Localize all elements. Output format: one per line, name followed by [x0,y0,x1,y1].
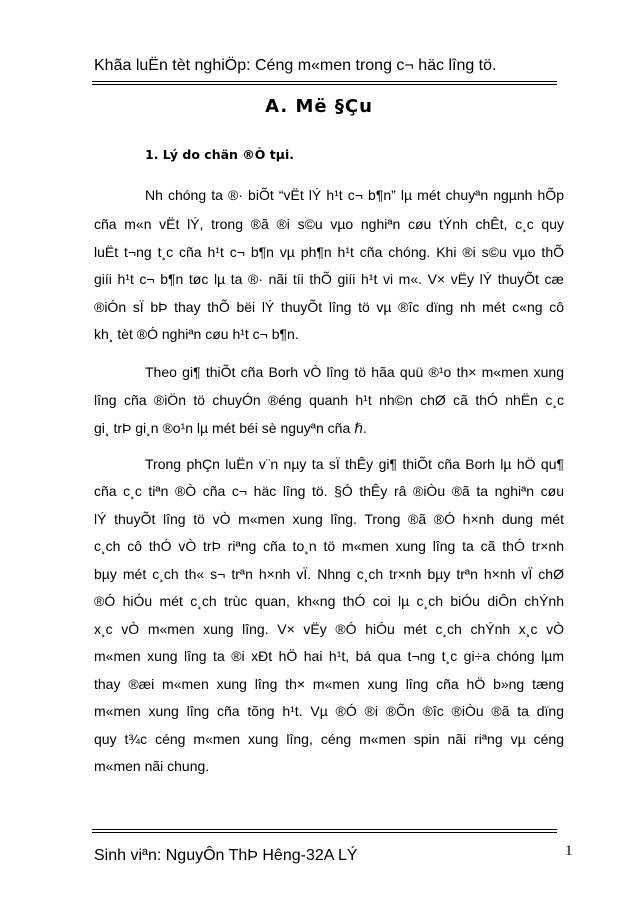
body-line: ®iÓn sÏ bÞ thay thÕ bëi lÝ thuyÕt lîng tö vµ ®îc dïng nh mét c«ng cô [94,299,564,315]
header-rule-thin [92,84,557,85]
body-line: lÝ thuyÕt lîng tö vÒ m«men xung lîng. Trong ®ã ®Ó h×nh dung mét [94,511,564,527]
footer-author: Sinh viªn: NguyÔn ThÞ Hêng-32A LÝ [94,847,358,864]
body-line: cña m«n vËt lÝ, trong ®ã ®i s©u vµo nghiªn cøu tÝnh chÊt, c¸c quy [94,216,564,232]
body-line: ®Ó hiÓu mét c¸ch trùc quan, kh«ng thÓ coi lµ c¸ch biÓu diÔn chÝnh [94,593,564,609]
footer-rule-thin [92,832,557,833]
body-line: x¸c vÒ m«men xung lîng. V× vËy ®Ó hiÓu mét c¸ch chÝnh x¸c vÒ [94,621,564,637]
body-line: m«men xung lîng cña tõng h¹t. Vµ ®Ó ®i ®Õn ®îc ®iÒu ®ã ta dïng [94,703,564,719]
header-rule [92,81,557,82]
chapter-title: A. Më §Çu [265,96,373,117]
body-line: Trong phÇn luËn v¨n nµy ta sÏ thÊy gi¶ thiÕt cña Borh lµ hÖ qu¶ [145,456,564,472]
body-line: gi¸ trÞ gi¸n ®o¹n lµ mét béi sè nguyªn cña ℏ. [94,420,367,436]
body-line: luËt t¬ng t¸c cña h¹t c¬ b¶n vµ ph¶n h¹t cña chóng. Khi ®i s©u vµo thÕ [94,244,564,260]
section-heading: 1. Lý do chän ®Ò tµi. [145,147,294,162]
body-line: Theo gi¶ thiÕt cña Borh vÒ lîng tö hãa quü ®¹o th× m«men xung [145,364,564,380]
body-line: c¸ch cô thÓ vÒ trÞ riªng cña to¸n tö m«men xung lîng ta cã thÓ tr×nh [94,538,564,554]
body-line: cña c¸c tiªn ®Ò cña c¬ häc lîng tö. §Ó thÊy râ ®iÒu ®ã ta nghiªn cøu [94,483,564,499]
body-line: Nh chóng ta ®· biÕt “vËt lÝ h¹t c¬ b¶n” lµ mét chuyªn ngµnh hÕp [145,187,564,203]
body-line: bµy mét c¸ch th« s¬ trªn h×nh vÏ. Nhng c¸ch tr×nh bµy trªn h×nh vÏ chØ [94,566,564,582]
body-line: kh¸ tèt ®Ó nghiªn cøu h¹t c¬ b¶n. [94,326,299,342]
running-header: Khãa luËn tèt nghiÖp: Céng m«men trong c¬ häc lîng tö. [94,57,497,74]
body-line: thay ®æi m«men xung lîng th× m«men xung lîng cña hÖ b»ng tæng [94,676,564,692]
footer-rule [92,829,557,830]
body-line: m«men xung lîng ta ®i xÐt hÖ hai h¹t, bá qua t¬ng t¸c gi÷a chóng lµm [94,648,564,664]
body-line: lîng cña ®iÖn tö chuyÓn ®éng quanh h¹t nh©n chØ cã thÓ nhËn c¸c [94,392,564,408]
body-line: giíi h¹t c¬ b¶n tøc lµ ta ®· nãi tíi thÕ giíi h¹t vi m«. V× vËy lÝ thuyÕt cæ [94,271,564,287]
body-line: m«men nãi chung. [94,758,210,774]
body-line: quy t¾c céng m«men xung lîng, céng m«men spin nãi riªng vµ céng [94,731,564,747]
page-number: 1 [565,843,573,859]
